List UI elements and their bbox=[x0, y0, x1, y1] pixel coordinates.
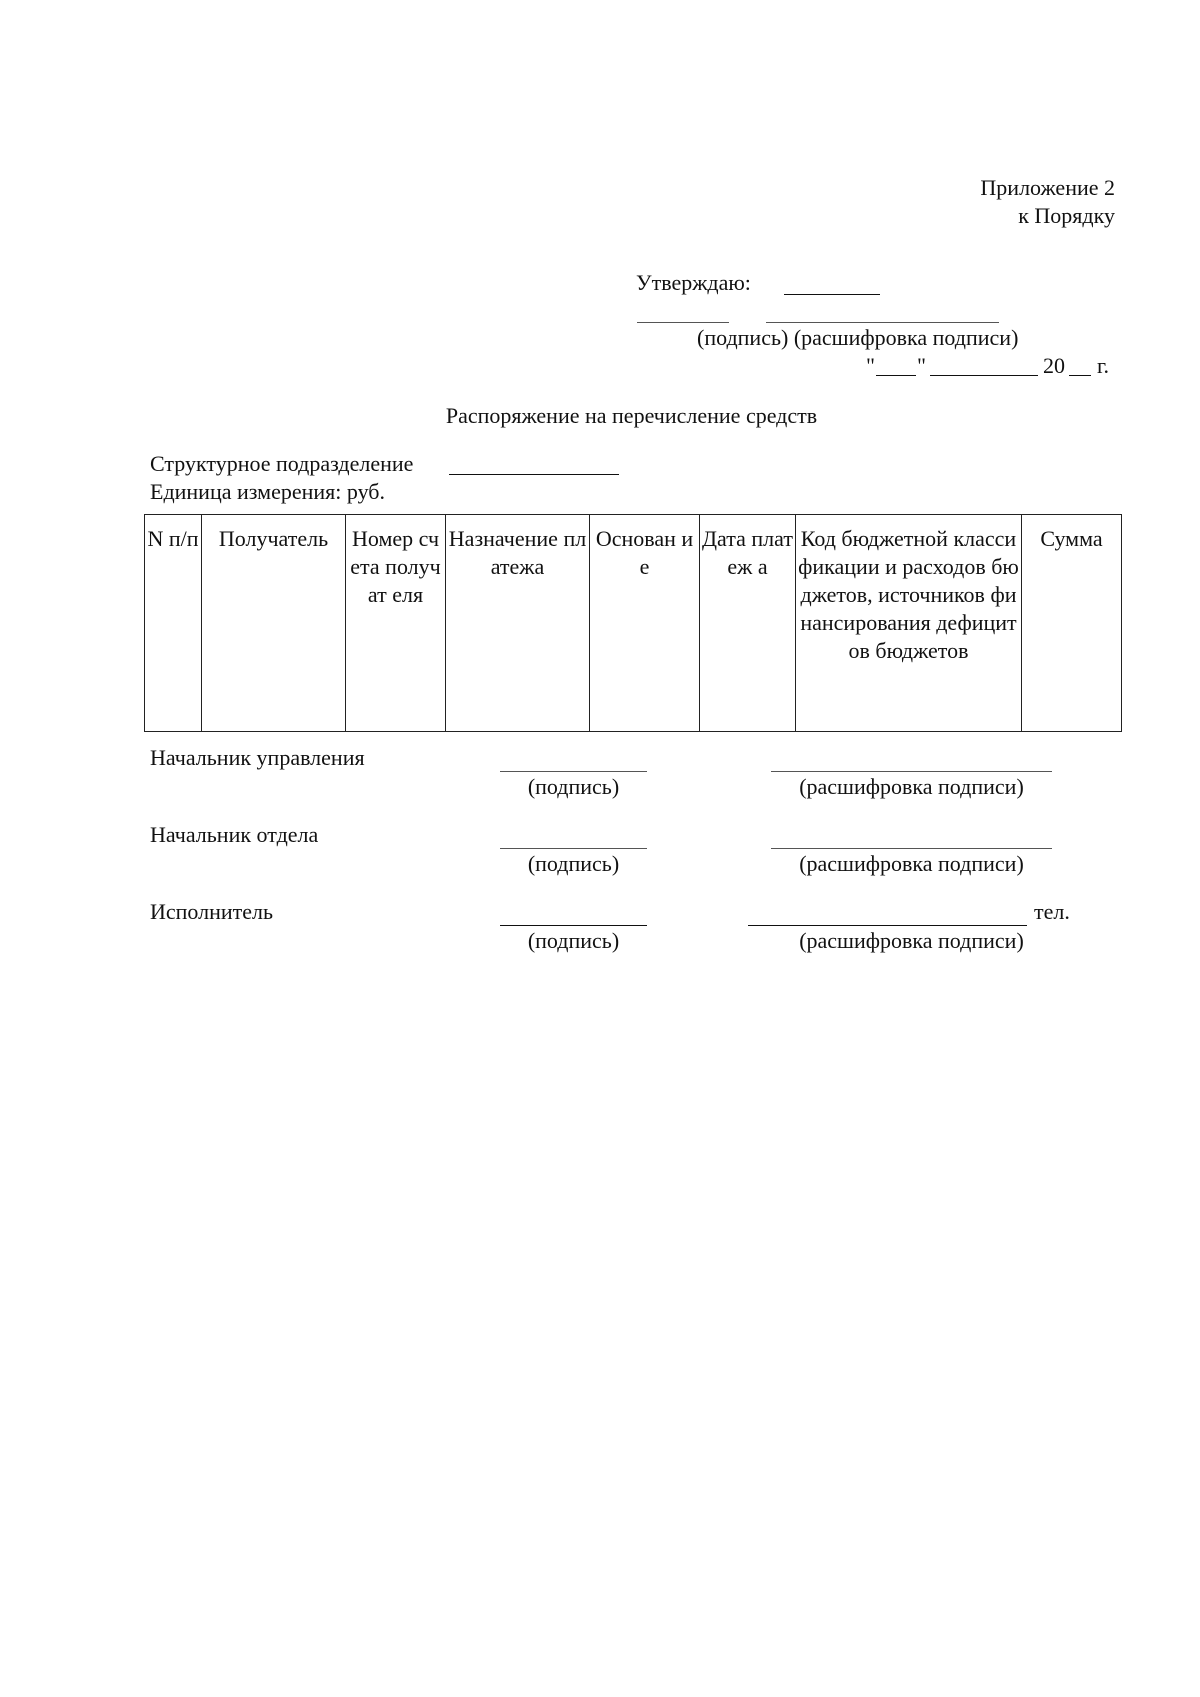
signature-caption: (подпись) bbox=[527, 774, 620, 799]
signature-role-head-of-department: Начальник управления bbox=[150, 745, 365, 770]
approval-signature-line bbox=[784, 294, 880, 295]
division-label: Структурное подразделение bbox=[150, 451, 414, 476]
col-header-basis: Основан ие bbox=[590, 515, 700, 732]
approval-decoding-blank bbox=[766, 322, 999, 323]
document-title: Распоряжение на перечисление средств bbox=[445, 403, 818, 428]
signature-caption: (подпись) bbox=[527, 928, 620, 953]
col-header-number: N п/п bbox=[145, 515, 202, 732]
signature-line-head-of-department bbox=[500, 771, 647, 772]
approval-date-year-suffix: г. bbox=[1097, 353, 1110, 378]
approval-date-close-quote: " bbox=[917, 353, 926, 378]
unit-label: Единица измерения: руб. bbox=[150, 479, 385, 504]
appendix-reference: к Порядку bbox=[1018, 203, 1115, 228]
signature-role-executor: Исполнитель bbox=[150, 899, 274, 924]
signature-role-head-of-section: Начальник отдела bbox=[150, 822, 319, 847]
approval-date-year-blank bbox=[1069, 375, 1091, 376]
approval-date-month-blank bbox=[930, 375, 1038, 376]
approval-label: Утверждаю: bbox=[636, 270, 751, 295]
col-header-date: Дата платеж а bbox=[700, 515, 796, 732]
decoding-line-head-of-department bbox=[771, 771, 1052, 772]
decoding-caption: (расшифровка подписи) bbox=[799, 851, 1024, 876]
approval-date-open-quote: " bbox=[866, 353, 875, 378]
decoding-caption: (расшифровка подписи) bbox=[799, 774, 1024, 799]
approval-captions: (подпись) (расшифровка подписи) bbox=[697, 325, 1019, 350]
col-header-amount: Сумма bbox=[1022, 515, 1122, 732]
phone-label: тел. bbox=[1034, 899, 1070, 924]
col-header-account: Номер счета получат еля bbox=[346, 515, 446, 732]
appendix-number: Приложение 2 bbox=[980, 175, 1115, 200]
col-header-recipient: Получатель bbox=[202, 515, 346, 732]
decoding-caption: (расшифровка подписи) bbox=[799, 928, 1024, 953]
payment-table bbox=[144, 514, 1122, 732]
approval-signature-blank bbox=[637, 322, 729, 323]
decoding-line-head-of-section bbox=[771, 848, 1052, 849]
decoding-line-executor bbox=[748, 925, 1027, 926]
division-blank bbox=[449, 474, 619, 475]
signature-line-head-of-section bbox=[500, 848, 647, 849]
signature-line-executor bbox=[500, 925, 647, 926]
table-header-row bbox=[145, 515, 1122, 732]
approval-date-year-prefix: 20 bbox=[1043, 353, 1065, 378]
col-header-purpose: Назначение платежа bbox=[446, 515, 590, 732]
signature-caption: (подпись) bbox=[527, 851, 620, 876]
approval-date-day-blank bbox=[876, 375, 916, 376]
col-header-budget-code: Код бюджетной классификации и расходов бюджетов, источников финансирования дефицитов бюджетов bbox=[796, 515, 1022, 732]
